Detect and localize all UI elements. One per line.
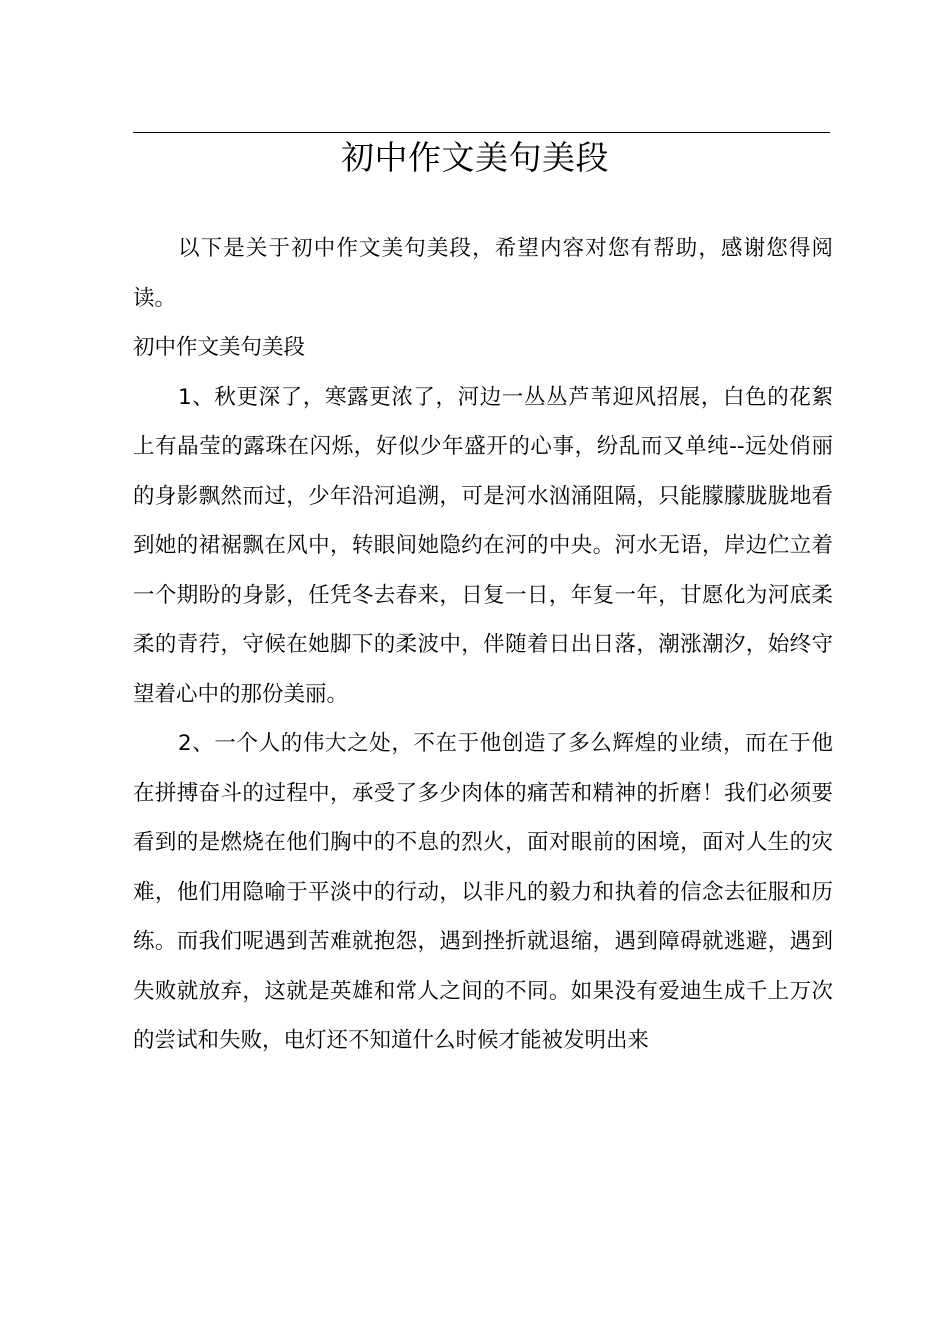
- section-subtitle: 初中作文美句美段: [133, 335, 306, 360]
- header-rule: [133, 132, 830, 133]
- paragraph-2: 2、一个人的伟大之处，不在于他创造了多么辉煌的业绩，而在于他在拼搏奋斗的过程中，承受了多少肉体的痛苦和精神的折磨！我们必须要看到的是燃烧在他们胸中的不息的烈火，面对眼前的困境，面对人生的灾难，他们用隐喻于平淡中的行动，以非凡的毅力和执着的信念去征服和历练。而我们呢遇到苦难就抱怨，遇到挫折就退缩，遇到障碍就逃避，遇到失败就放弃，这就是英雄和常人之间的不同。如果没有爱迪生成千上万次的尝试和失败，电灯还不知道什么时候才能被发明出来: [133, 731, 833, 1053]
- document-body: [133, 224, 833, 1066]
- intro-paragraph: 以下是关于初中作文美句美段，希望内容对您有帮助，感谢您得阅读。: [133, 236, 833, 311]
- paragraph-1: 1、秋更深了，寒露更浓了，河边一丛丛芦苇迎风招展，白色的花絮上有晶莹的露珠在闪烁，好似少年盛开的心事，纷乱而又单纯--远处俏丽的身影飘然而过，少年沿河追溯，可是河水汹涌阻隔，只能朦朦胧胧地看到她的裙裾飘在风中，转眼间她隐约在河的中央。河水无语，岸边伫立着一个期盼的身影，任凭冬去春来，日复一日，年复一年，甘愿化为河底柔柔的青荇，守候在她脚下的柔波中，伴随着日出日落，潮涨潮汐，始终守望着心中的那份美丽。: [133, 384, 833, 707]
- document-title: 初中作文美句美段: [341, 138, 609, 177]
